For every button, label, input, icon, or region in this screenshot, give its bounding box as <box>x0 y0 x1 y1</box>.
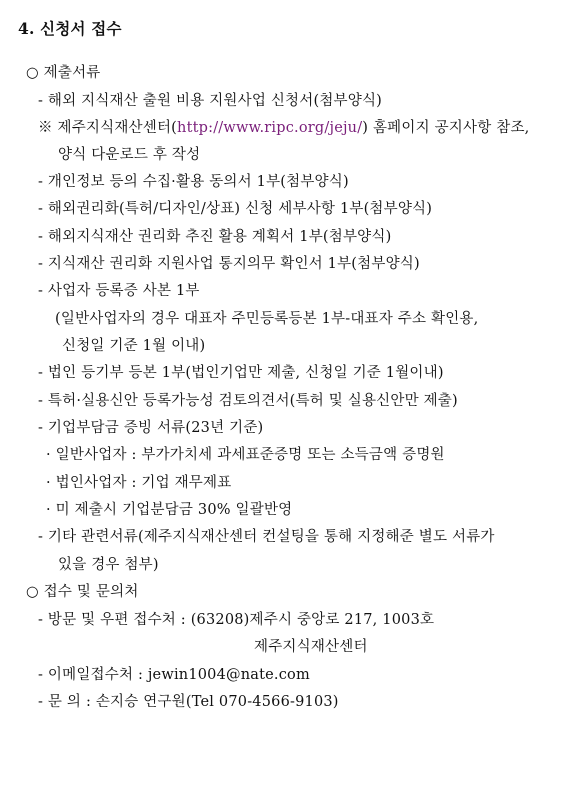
privacy-consent-item: - 개인정보 등의 수집·활용 동의서 1부(첨부양식) <box>38 174 349 190</box>
utilization-plan-item: - 해외지식재산 권리화 추진 활용 계획서 1부(첨부양식) <box>38 229 392 245</box>
burden-proof-item: - 기업부담금 증빙 서류(23년 기준) <box>38 420 264 436</box>
patent-review-item: - 특허·실용신안 등록가능성 검토의견서(특허 및 실용신안만 제출) <box>38 393 458 409</box>
website-link[interactable]: http://www.ripc.org/jeju/ <box>177 120 363 136</box>
business-registration-note: (일반사업자의 경우 대표자 주민등록등본 1부-대표자 주소 확인용, <box>55 311 479 327</box>
website-note <box>38 118 529 138</box>
corporate-registry-item: - 법인 등기부 등본 1부(법인기업만 제출, 신청일 기준 1월이내) <box>38 365 444 381</box>
notification-duty-item: - 지식재산 권리화 지원사업 통지의무 확인서 1부(첨부양식) <box>38 256 420 272</box>
center-name: 제주지식재산센터 <box>254 639 368 655</box>
application-form-item: - 해외 지식재산 출원 비용 지원사업 신청서(첨부양식) <box>38 93 383 109</box>
rights-details-item: - 해외권리화(특허/디자인/상표) 신청 세부사항 1부(첨부양식) <box>38 201 433 217</box>
email-address: - 이메일접수처 : jewin1004@nate.com <box>38 667 310 683</box>
business-registration-item: - 사업자 등록증 사본 1부 <box>38 283 200 299</box>
section-title: 4. 신청서 접수 <box>18 19 122 38</box>
documents-heading: ○ 제출서류 <box>26 65 101 81</box>
visit-mail-address: - 방문 및 우편 접수처 : (63208)제주시 중앙로 217, 1003호 <box>38 612 435 628</box>
corporate-business-subitem: · 법인사업자 : 기업 재무제표 <box>46 475 232 491</box>
contact-heading: ○ 접수 및 문의처 <box>26 584 139 600</box>
website-note-suffix: ) 홈페이지 공지사항 참조, <box>362 120 530 136</box>
other-documents-item: - 기타 관련서류(제주지식재산센터 컨설팅을 통해 지정해준 별도 서류가 <box>38 529 495 545</box>
other-documents-item-cont: 있을 경우 첨부) <box>58 557 159 573</box>
inquiry-contact: - 문 의 : 손지승 연구원(Tel 070-4566-9103) <box>38 694 339 710</box>
individual-business-subitem: · 일반사업자 : 부가가치세 과세표준증명 또는 소득금액 증명원 <box>46 447 445 463</box>
website-note-prefix: ※ 제주지식재산센터( <box>38 120 178 136</box>
business-registration-note-cont: 신청일 기준 1월 이내) <box>62 338 206 354</box>
website-note-continuation: 양식 다운로드 후 작성 <box>58 147 201 163</box>
non-submission-subitem: · 미 제출시 기업분담금 30% 일괄반영 <box>46 502 293 518</box>
